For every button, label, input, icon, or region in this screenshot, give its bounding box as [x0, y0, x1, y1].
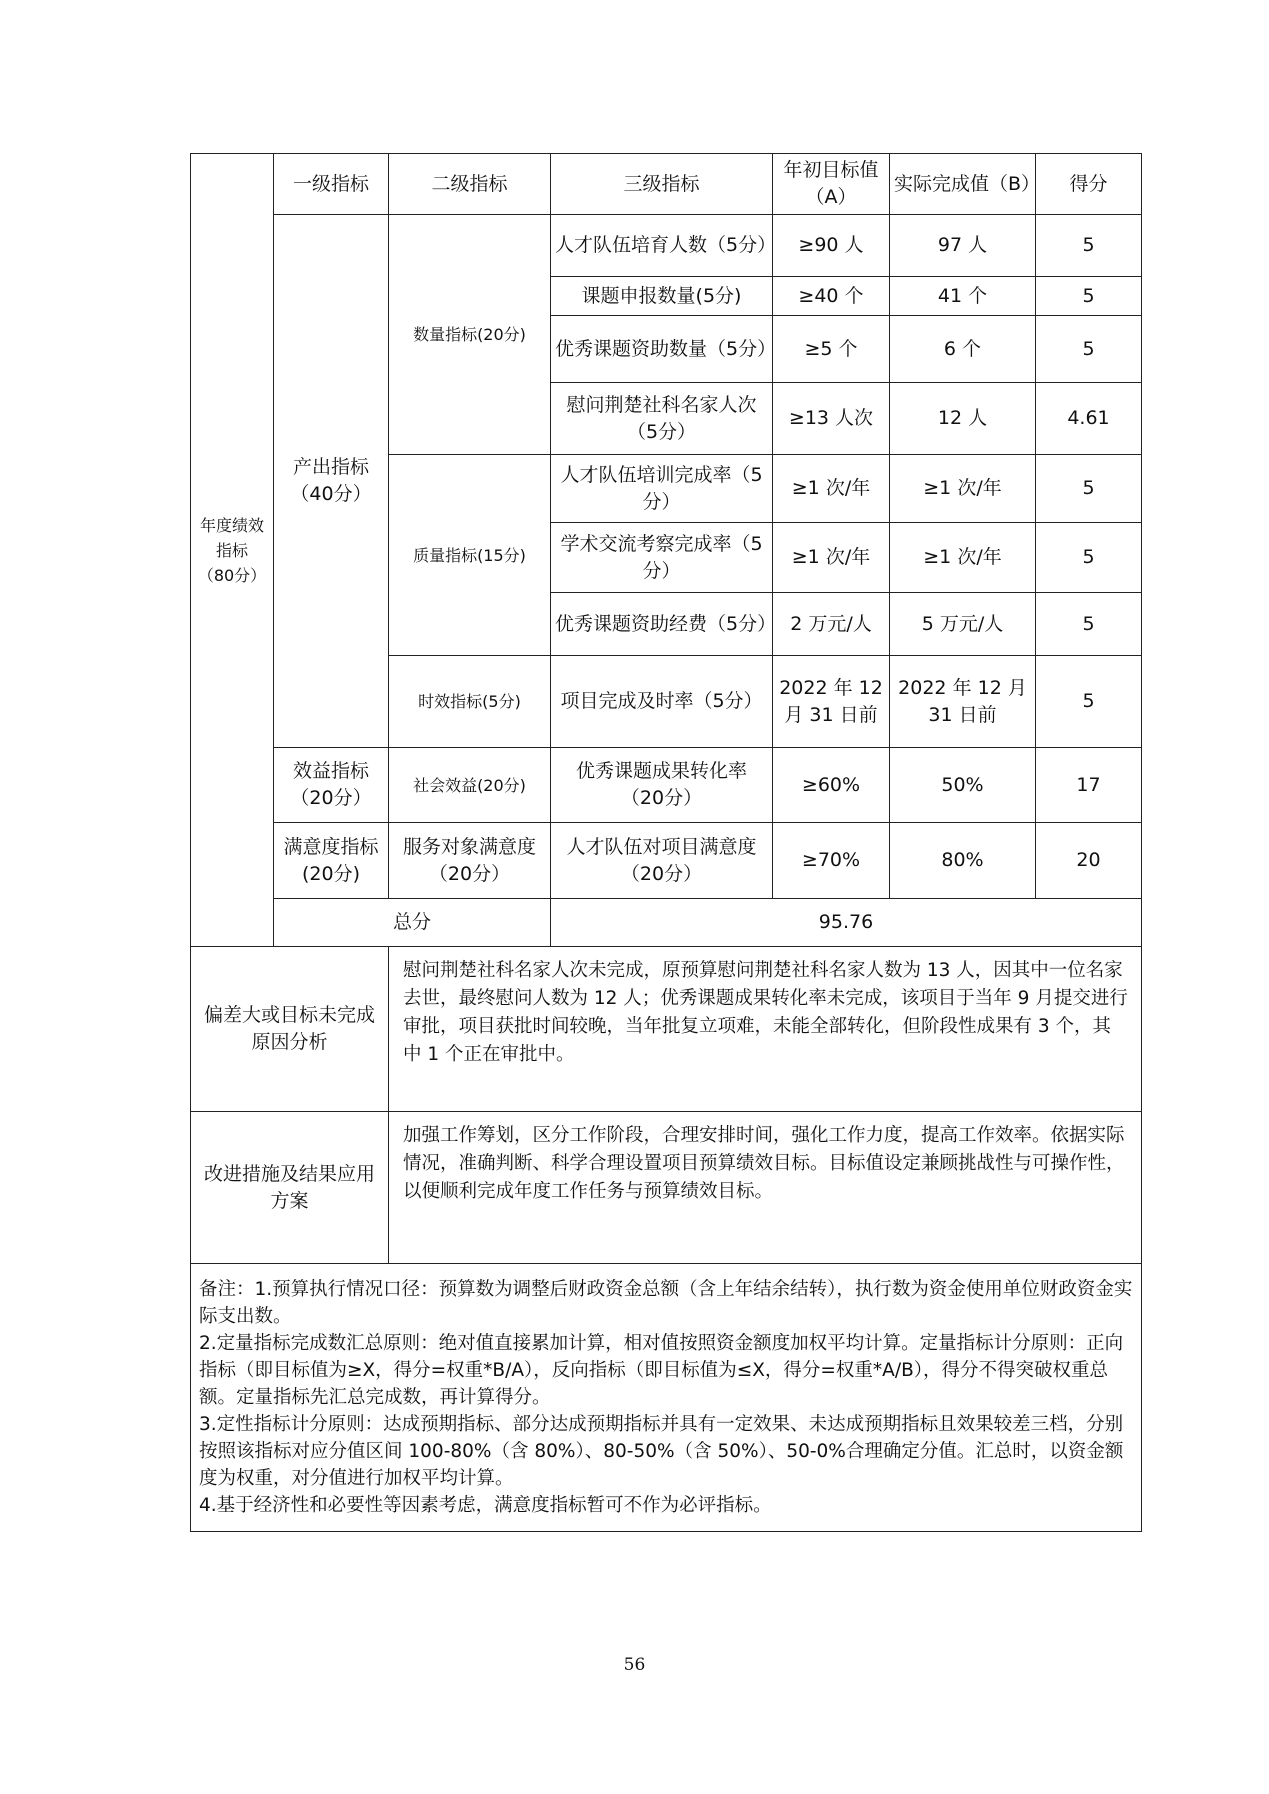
actual-value: ≥1 次/年: [890, 455, 1036, 523]
target-value: ≥5 个: [773, 316, 890, 383]
annual-indicator-score: （80分）: [197, 565, 267, 585]
actual-value: 97 人: [890, 215, 1036, 277]
score-value: 5: [1036, 215, 1142, 277]
quantity-indicator: 数量指标(20分): [389, 215, 551, 455]
score-value: 5: [1036, 523, 1142, 593]
header-target: 年初目标值（A）: [773, 154, 890, 215]
service-satisfaction-indicator: 服务对象满意度（20分）: [389, 823, 551, 899]
actual-value: 5 万元/人: [890, 593, 1036, 656]
performance-table: [190, 153, 1142, 1532]
note-1: 备注：1.预算执行情况口径：预算数为调整后财政资金总额（含上年结余结转），执行数为资金使用单位财政资金实际支出数。: [199, 1279, 1133, 1327]
actual-value: 50%: [890, 748, 1036, 823]
deviation-analysis-label: 偏差大或目标未完成原因分析: [191, 947, 389, 1112]
annual-indicator-title: 年度绩效指标: [199, 515, 264, 560]
score-value: 5: [1036, 277, 1142, 316]
annual-indicator-label: [191, 154, 274, 947]
target-value: ≥1 次/年: [773, 523, 890, 593]
indicator-name: 人才队伍培训完成率（5分）: [551, 455, 773, 523]
actual-value: 12 人: [890, 383, 1036, 455]
indicator-name: 学术交流考察完成率（5分）: [551, 523, 773, 593]
indicator-name: 人才队伍培育人数（5分）: [551, 215, 773, 277]
header-level1: 一级指标: [274, 154, 389, 215]
improvement-label: 改进措施及结果应用方案: [191, 1112, 389, 1264]
quality-indicator: 质量指标(15分): [389, 455, 551, 656]
score-value: 4.61: [1036, 383, 1142, 455]
score-value: 5: [1036, 593, 1142, 656]
indicator-name: 优秀课题资助数量（5分）: [551, 316, 773, 383]
satisfaction-indicator: 满意度指标(20分): [274, 823, 389, 899]
actual-value: 41 个: [890, 277, 1036, 316]
output-indicator: 产出指标（40分）: [274, 215, 389, 748]
score-value: 17: [1036, 748, 1142, 823]
actual-value: 2022 年 12 月 31 日前: [890, 656, 1036, 748]
deviation-analysis-text: 慰问荆楚社科名家人次未完成，原预算慰问荆楚社科名家人数为 13 人，因其中一位名家去世，最终慰问人数为 12 人；优秀课题成果转化率未完成，该项目于当年 9 月提交进行审批，项目获批时间较晚，当年批复立项难，未能全部转化，但阶段性成果有 3 个，其中 1 个正在审批中。: [389, 947, 1142, 1112]
target-value: ≥60%: [773, 748, 890, 823]
note-3: 3.定性指标计分原则：达成预期指标、部分达成预期指标并具有一定效果、未达成预期指标且效果较差三档，分别按照该指标对应分值区间 100-80%（含 80%）、80-50%（含 50%）、50-0%合理确定分值。汇总时，以资金额度为权重，对分值进行加权平均计算。: [199, 1414, 1124, 1489]
note-4: 4.基于经济性和必要性等因素考虑，满意度指标暂可不作为必评指标。: [199, 1495, 772, 1516]
score-value: 5: [1036, 455, 1142, 523]
indicator-name: 慰问荆楚社科名家人次（5分）: [551, 383, 773, 455]
note-2: 2.定量指标完成数汇总原则：绝对值直接累加计算，相对值按照资金额度加权平均计算。定量指标计分原则：正向指标（即目标值为≥X，得分=权重*B/A），反向指标（即目标值为≤X，得分=权重*A/B），得分不得突破权重总额。定量指标先汇总完成数，再计算得分。: [199, 1333, 1124, 1408]
benefit-indicator: 效益指标（20分）: [274, 748, 389, 823]
target-value: ≥1 次/年: [773, 455, 890, 523]
target-value: ≥70%: [773, 823, 890, 899]
score-value: 5: [1036, 316, 1142, 383]
actual-value: ≥1 次/年: [890, 523, 1036, 593]
target-value: 2022 年 12 月 31 日前: [773, 656, 890, 748]
header-actual: 实际完成值（B）: [890, 154, 1036, 215]
indicator-name: 项目完成及时率（5分）: [551, 656, 773, 748]
indicator-name: 人才队伍对项目满意度（20分）: [551, 823, 773, 899]
indicator-name: 优秀课题资助经费（5分）: [551, 593, 773, 656]
header-level3: 三级指标: [551, 154, 773, 215]
social-benefit-indicator: 社会效益(20分): [389, 748, 551, 823]
actual-value: 80%: [890, 823, 1036, 899]
header-level2: 二级指标: [389, 154, 551, 215]
target-value: ≥90 人: [773, 215, 890, 277]
notes-block: [191, 1264, 1142, 1532]
target-value: 2 万元/人: [773, 593, 890, 656]
score-value: 5: [1036, 656, 1142, 748]
header-score: 得分: [1036, 154, 1142, 215]
improvement-text: 加强工作筹划，区分工作阶段，合理安排时间，强化工作力度，提高工作效率。依据实际情况，准确判断、科学合理设置项目预算绩效目标。目标值设定兼顾挑战性与可操作性，以便顺利完成年度工作任务与预算绩效目标。: [389, 1112, 1142, 1264]
indicator-name: 课题申报数量(5分): [551, 277, 773, 316]
target-value: ≥40 个: [773, 277, 890, 316]
total-score-label: 总分: [274, 899, 551, 947]
timeliness-indicator: 时效指标(5分): [389, 656, 551, 748]
page-number: 56: [623, 1655, 646, 1675]
target-value: ≥13 人次: [773, 383, 890, 455]
indicator-name: 优秀课题成果转化率（20分）: [551, 748, 773, 823]
actual-value: 6 个: [890, 316, 1036, 383]
total-score-value: 95.76: [551, 899, 1142, 947]
score-value: 20: [1036, 823, 1142, 899]
